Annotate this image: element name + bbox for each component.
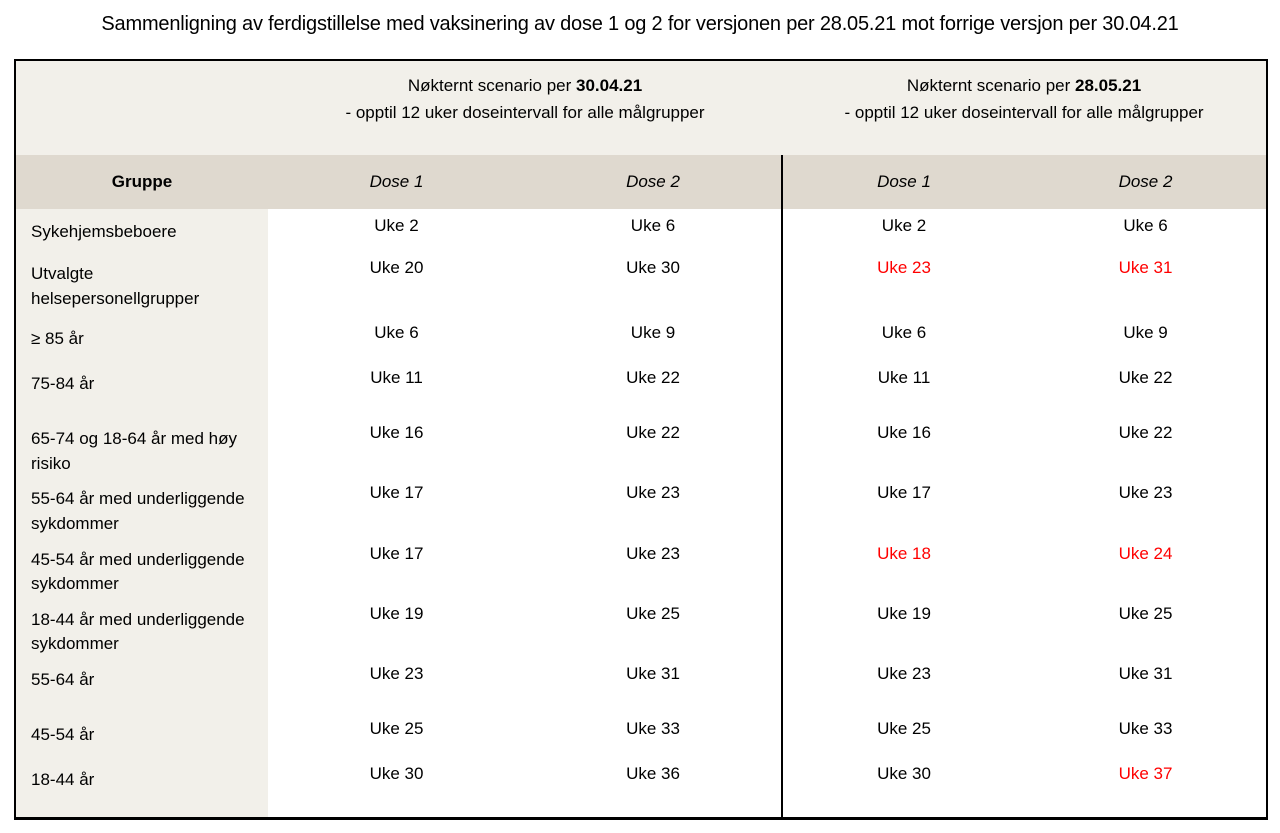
week-value: Uke 30 (525, 251, 782, 316)
group-label: 45-54 år med underliggende sykdommer (15, 537, 268, 597)
column-header-row (15, 155, 1267, 209)
week-value: Uke 31 (1025, 251, 1267, 316)
week-value: Uke 19 (268, 597, 525, 657)
week-value: Uke 9 (525, 316, 782, 361)
week-value: Uke 16 (268, 416, 525, 476)
group-label: ≥ 85 år (15, 316, 268, 361)
table-row (15, 476, 1267, 536)
week-value: Uke 23 (525, 476, 782, 536)
week-value: Uke 19 (782, 597, 1025, 657)
table-row (15, 251, 1267, 316)
scenario-header-row (15, 60, 1267, 155)
week-value: Uke 11 (782, 361, 1025, 416)
week-value: Uke 30 (268, 757, 525, 818)
week-value: Uke 2 (782, 209, 1025, 251)
table-body (15, 209, 1267, 818)
group-label: 18-44 år (15, 757, 268, 818)
week-value: Uke 23 (782, 251, 1025, 316)
week-value: Uke 22 (525, 361, 782, 416)
week-value: Uke 30 (782, 757, 1025, 818)
week-value: Uke 9 (1025, 316, 1267, 361)
scenario-header-old (268, 60, 782, 155)
week-value: Uke 24 (1025, 537, 1267, 597)
scenario-subtitle-new: - opptil 12 uker doseintervall for alle målgrupper (844, 103, 1204, 123)
week-value: Uke 22 (525, 416, 782, 476)
column-header-dose1-old: Dose 1 (268, 155, 525, 209)
week-value: Uke 23 (268, 657, 525, 712)
week-value: Uke 33 (525, 712, 782, 757)
table-row (15, 416, 1267, 476)
week-value: Uke 6 (1025, 209, 1267, 251)
week-value: Uke 33 (1025, 712, 1267, 757)
week-value: Uke 20 (268, 251, 525, 316)
week-value: Uke 23 (525, 537, 782, 597)
table-row (15, 537, 1267, 597)
week-value: Uke 25 (782, 712, 1025, 757)
group-label: Sykehjemsbeboere (15, 209, 268, 251)
week-value: Uke 17 (782, 476, 1025, 536)
group-label: 75-84 år (15, 361, 268, 416)
column-header-gruppe: Gruppe (15, 155, 268, 209)
table-row (15, 597, 1267, 657)
table-row (15, 361, 1267, 416)
week-value: Uke 6 (268, 316, 525, 361)
table-row (15, 712, 1267, 757)
table-row (15, 657, 1267, 712)
week-value: Uke 11 (268, 361, 525, 416)
week-value: Uke 23 (1025, 476, 1267, 536)
group-label: 55-64 år (15, 657, 268, 712)
week-value: Uke 22 (1025, 361, 1267, 416)
week-value: Uke 17 (268, 537, 525, 597)
group-label: 45-54 år (15, 712, 268, 757)
week-value: Uke 22 (1025, 416, 1267, 476)
group-label: Utvalgte helsepersonellgrupper (15, 251, 268, 316)
column-header-dose1-new: Dose 1 (782, 155, 1025, 209)
week-value: Uke 37 (1025, 757, 1267, 818)
scenario-subtitle-old: - opptil 12 uker doseintervall for alle målgrupper (345, 103, 705, 123)
week-value: Uke 6 (525, 209, 782, 251)
scenario-title-new: Nøkternt scenario per 28.05.21 (906, 76, 1142, 95)
table-row (15, 209, 1267, 251)
week-value: Uke 6 (782, 316, 1025, 361)
week-value: Uke 31 (525, 657, 782, 712)
group-label: 55-64 år med underliggende sykdommer (15, 476, 268, 536)
column-header-dose2-new: Dose 2 (1025, 155, 1267, 209)
scenario-date-old: 30.04.21 (576, 76, 643, 95)
week-value: Uke 31 (1025, 657, 1267, 712)
column-header-dose2-old: Dose 2 (525, 155, 782, 209)
page-title: Sammenligning av ferdigstillelse med vaksinering av dose 1 og 2 for versjonen per 28.05.21 mot forrige versjon per 30.04.21 (101, 13, 1179, 35)
scenario-band-spacer (15, 60, 268, 155)
table-row (15, 316, 1267, 361)
scenario-header-new (782, 60, 1267, 155)
week-value: Uke 16 (782, 416, 1025, 476)
week-value: Uke 25 (268, 712, 525, 757)
table-row (15, 757, 1267, 818)
group-label: 65-74 og 18-64 år med høy risiko (15, 416, 268, 476)
scenario-title-old: Nøkternt scenario per 30.04.21 (407, 76, 643, 95)
week-value: Uke 2 (268, 209, 525, 251)
week-value: Uke 25 (1025, 597, 1267, 657)
week-value: Uke 25 (525, 597, 782, 657)
comparison-table (14, 59, 1268, 820)
week-value: Uke 17 (268, 476, 525, 536)
week-value: Uke 18 (782, 537, 1025, 597)
week-value: Uke 36 (525, 757, 782, 818)
week-value: Uke 23 (782, 657, 1025, 712)
scenario-date-new: 28.05.21 (1075, 76, 1142, 95)
group-label: 18-44 år med underliggende sykdommer (15, 597, 268, 657)
